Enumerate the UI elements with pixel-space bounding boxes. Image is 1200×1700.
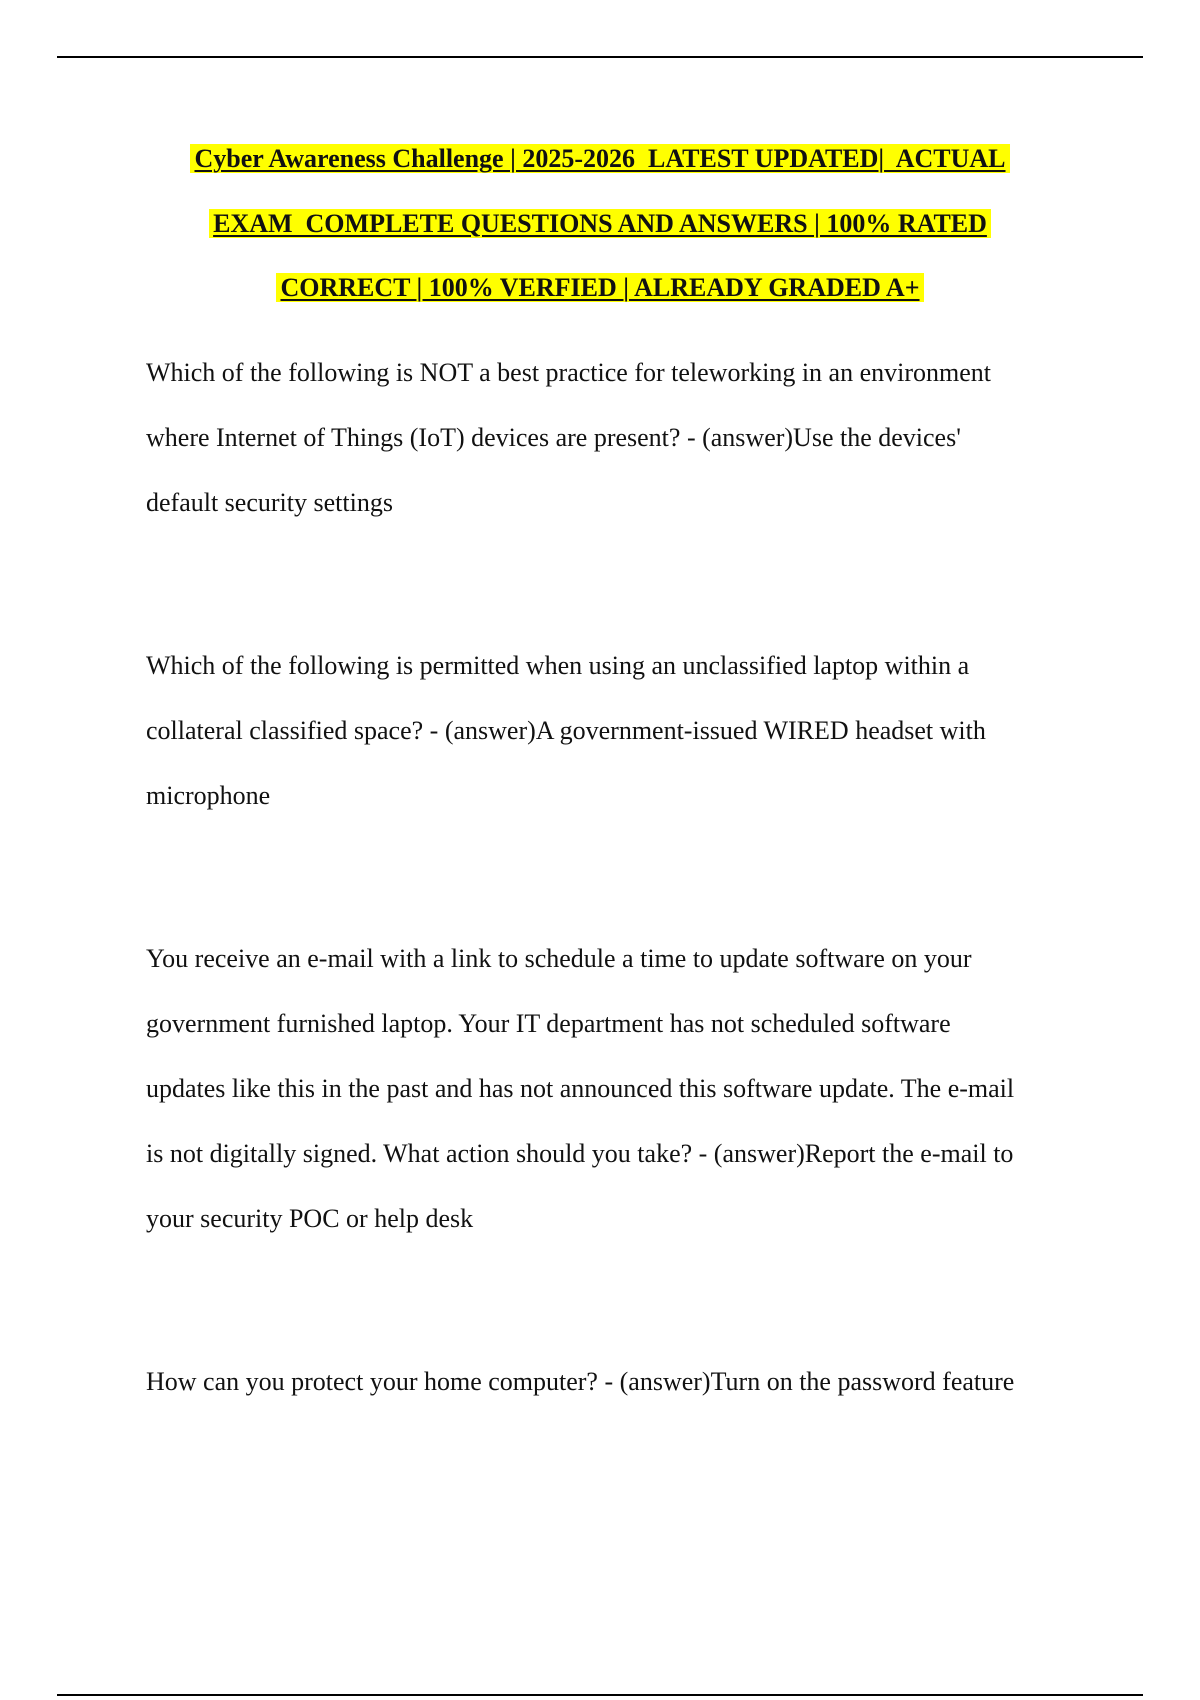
title-line-text: Cyber Awareness Challenge | 2025-2026 LATEST UPDATED| ACTUAL: [190, 144, 1009, 173]
qa-line: Which of the following is permitted when using an unclassified laptop within a: [146, 651, 970, 680]
title-line: [0, 271, 1200, 336]
qa-text: [146, 926, 1106, 1251]
qa-item: [146, 340, 1106, 535]
title-line: [0, 207, 1200, 272]
qa-item: [146, 926, 1106, 1251]
qa-line: How can you protect your home computer? - (answer)Turn on the password feature: [146, 1367, 1015, 1396]
qa-item: [146, 633, 1106, 828]
footer-rule: [57, 1694, 1143, 1696]
qa-item: [146, 1349, 1106, 1414]
qa-text: [146, 1349, 1106, 1414]
title-line-text: CORRECT | 100% VERFIED | ALREADY GRADED A+: [276, 273, 923, 302]
qa-line: default security settings: [146, 488, 393, 517]
qa-line: microphone: [146, 781, 271, 810]
qa-line: updates like this in the past and has not announced this software update. The e-mail: [146, 1074, 1015, 1103]
title-line: [0, 142, 1200, 207]
title-line-text: EXAM COMPLETE QUESTIONS AND ANSWERS | 100% RATED: [209, 209, 991, 238]
qa-line: collateral classified space? - (answer)A government-issued WIRED headset with: [146, 716, 986, 745]
header-rule: [57, 56, 1143, 58]
qa-line: where Internet of Things (IoT) devices are present? - (answer)Use the devices': [146, 423, 961, 452]
qa-line: your security POC or help desk: [146, 1204, 474, 1233]
document-title: [0, 142, 1200, 336]
qa-line: Which of the following is NOT a best practice for teleworking in an environment: [146, 358, 991, 387]
qa-text: [146, 340, 1106, 535]
qa-line: You receive an e-mail with a link to schedule a time to update software on your: [146, 944, 972, 973]
qa-line: government furnished laptop. Your IT department has not scheduled software: [146, 1009, 951, 1038]
qa-text: [146, 633, 1106, 828]
qa-line: is not digitally signed. What action should you take? - (answer)Report the e-mail to: [146, 1139, 1014, 1168]
